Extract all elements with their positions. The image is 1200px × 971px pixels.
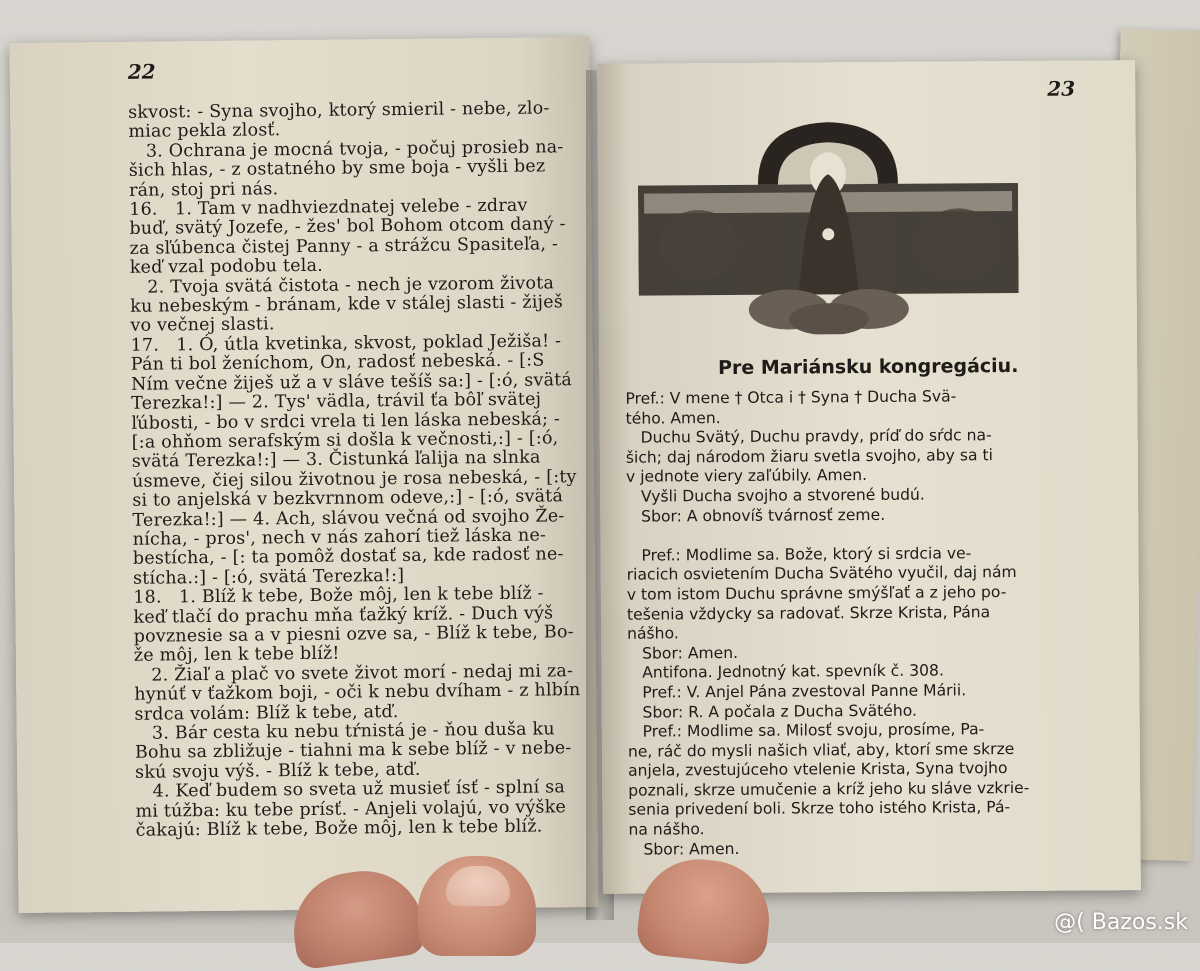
text-line: 4. Keď budem so sveta už musieť ísť - splní sa [135, 777, 566, 803]
text-line: Vyšli Ducha svojho a stvorené budú. [626, 485, 925, 506]
text-line: nícha, - pros', nech v nás zahorí tiež láska ne- [132, 525, 547, 550]
text-line: Pref.: V mene † Otca i † Syna † Ducha Svä- [625, 387, 957, 408]
text-line: senia privedení boli. Skrze toho istého Krista, Pá- [628, 798, 1011, 820]
text-line: Pref.: Modlime sa. Bože, ktorý si srdcia ve- [626, 544, 972, 565]
text-line: buď, svätý Jozefe, - žes' bol Bohom otcom daný - [129, 214, 566, 240]
text-line: 3. Ochrana je mocná tvoja, - počuj prosieb na- [128, 137, 564, 162]
text-line: anjela, zvestujúceho vtelenie Krista, Syna tvojho [627, 759, 1008, 780]
text-line: ku nebeským - bránam, kde v stálej slasti - žiješ [130, 292, 564, 317]
text-line: ľúbosti, - bo v srdci vrela ti len láska nebeská; - [131, 408, 561, 434]
text-line: povznesie sa a v piesni ozve sa, - Blíž k tebe, Bo- [133, 622, 574, 647]
text-line: 2. Žiaľ a plač vo svete život morí - nedaj mi za- [133, 660, 574, 686]
text-line: hynúť v ťažkom boji, - oči k nebu dvíham - z hlbín [134, 680, 581, 705]
text-line: srdca volám: Blíž k tebe, atď. [134, 701, 399, 725]
text-line: 17. 1. Ó, útla kvetinka, skvost, poklad Ježiša! - [130, 331, 562, 356]
text-line: za sľúbenca čistej Panny - a strážcu Spasiteľa, - [129, 234, 559, 259]
text-line: Sbor: A obnovíš tvárnosť zeme. [626, 505, 886, 526]
text-line: Duchu Svätý, Duchu pravdy, príď do sŕdc na- [625, 426, 992, 447]
left-page-text [128, 98, 581, 841]
text-line: poznali, skrze umučenie a kríž jeho ku sláve vzkrie- [628, 778, 1030, 800]
watermark: @( Bazos.sk [1054, 910, 1188, 935]
text-line: mi túžba: ku tebe prísť. - Anjeli volajú, vo výške [135, 796, 567, 822]
left-page [9, 37, 598, 913]
text-line: tého. Amen. [625, 408, 721, 428]
text-line: bestícha, - [: ta pomôž dostať sa, kde radosť ne- [132, 544, 564, 570]
text-line: čakajú: Blíž k tebe, Bože môj, len k tebe blíž. [135, 816, 543, 841]
right-page-text [625, 386, 1098, 860]
text-line: že môj, len k tebe blíž! [133, 644, 340, 667]
text-line: tešenia vždycky sa radovať. Skrze Krista, Pána [626, 602, 991, 624]
text-line: Sbor: R. A počala z Ducha Svätého. [627, 701, 917, 722]
text-line: Bohu sa zbližuje - tiahni ma k sebe blíž - v nebe- [134, 738, 572, 764]
text-line: ne, ráč do mysli našich vliať, aby, ktorí sme skrze [627, 739, 1015, 761]
text-line: v jednote viery zaľúbily. Amen. [625, 466, 868, 487]
text-line: keď vzal podobu tela. [129, 256, 324, 279]
text-line: riacich osvietením Ducha Svätého vyučil, daj nám [626, 563, 1017, 585]
text-line: Ním večne žiješ už a v sláve tešíš sa:] - [:ó, svätá [130, 369, 573, 395]
text-line: v tom istom Duchu správne smýšľať a z jeho po- [626, 582, 1007, 604]
right-page-number: 23 [1047, 76, 1076, 101]
text-line: skú svoju výš. - Blíž k tebe, atď. [135, 759, 421, 783]
text-line: 3. Bár cesta ku nebu tŕnistá je - ňou duša ku [134, 719, 555, 744]
text-line: úsmeve, čiej silou životnou je rosa nebeská, - [:ty [131, 466, 577, 492]
text-line: Terezka!:] — 4. Ach, slávou večná od svojho Že- [132, 505, 565, 531]
text-line: šich; daj národom žiaru svetla svojho, aby sa ti [625, 445, 993, 467]
text-line: si to anjelská v bezkvrnnom odeve,:] - [:ó, svätá [132, 486, 564, 511]
thumbnail-nail [446, 866, 510, 906]
text-line: na nášho. [628, 820, 705, 839]
text-line: svätá Terezka!:] — 3. Čistunká ľalija na slnka [131, 447, 541, 473]
text-line: 2. Tvoja svätá čistota - nech je vzorom života [129, 273, 555, 298]
madonna-illustration [637, 113, 1019, 336]
text-line: Pref.: Modlime sa. Milosť svoju, prosíme, Pa- [627, 720, 985, 741]
text-line: 18. 1. Blíž k tebe, Bože môj, len k tebe blíž - [133, 583, 544, 608]
text-line: [:a ohňom serafským si došla k večnosti,:] - [:ó, [131, 428, 559, 453]
right-page [597, 60, 1141, 894]
text-line: Pán ti bol ženíchom, On, radosť nebeská. - [:S [130, 350, 545, 376]
text-line: Terezka!:] — 2. Tys' vädla, trávil ťa bôľ svätej [131, 389, 542, 414]
text-line: stícha.:] - [:ó, svätá Terezka!:] [132, 565, 405, 589]
text-line: vo večnej slasti. [130, 314, 275, 337]
text-line: Pref.: V. Anjel Pána zvestoval Panne Márii. [627, 681, 967, 702]
left-page-number: 22 [127, 59, 156, 84]
text-line: miac pekla zlosť. [128, 120, 281, 143]
text-line: Antifona. Jednotný kat. spevník č. 308. [627, 661, 944, 683]
chapter-title: Pre Mariánsku kongregáciu. [717, 354, 1019, 380]
text-line: rán, stoj pri nás. [128, 178, 279, 201]
text-line: skvost: - Syna svojho, ktorý smieril - nebe, zlo- [128, 98, 550, 123]
text-line: nášho. [627, 624, 679, 643]
text-line: šich hlas, - z ostatného by sme boja - vyšli bez [128, 156, 546, 182]
text-line: 16. 1. Tam v nadhviezdnatej velebe - zdrav [129, 195, 528, 220]
text-line: Sbor: Amen. [627, 643, 739, 663]
text-line: Sbor: Amen. [628, 839, 740, 859]
text-line: keď tlačí do prachu mňa ťažký kríž. - Duch výš [133, 602, 554, 628]
